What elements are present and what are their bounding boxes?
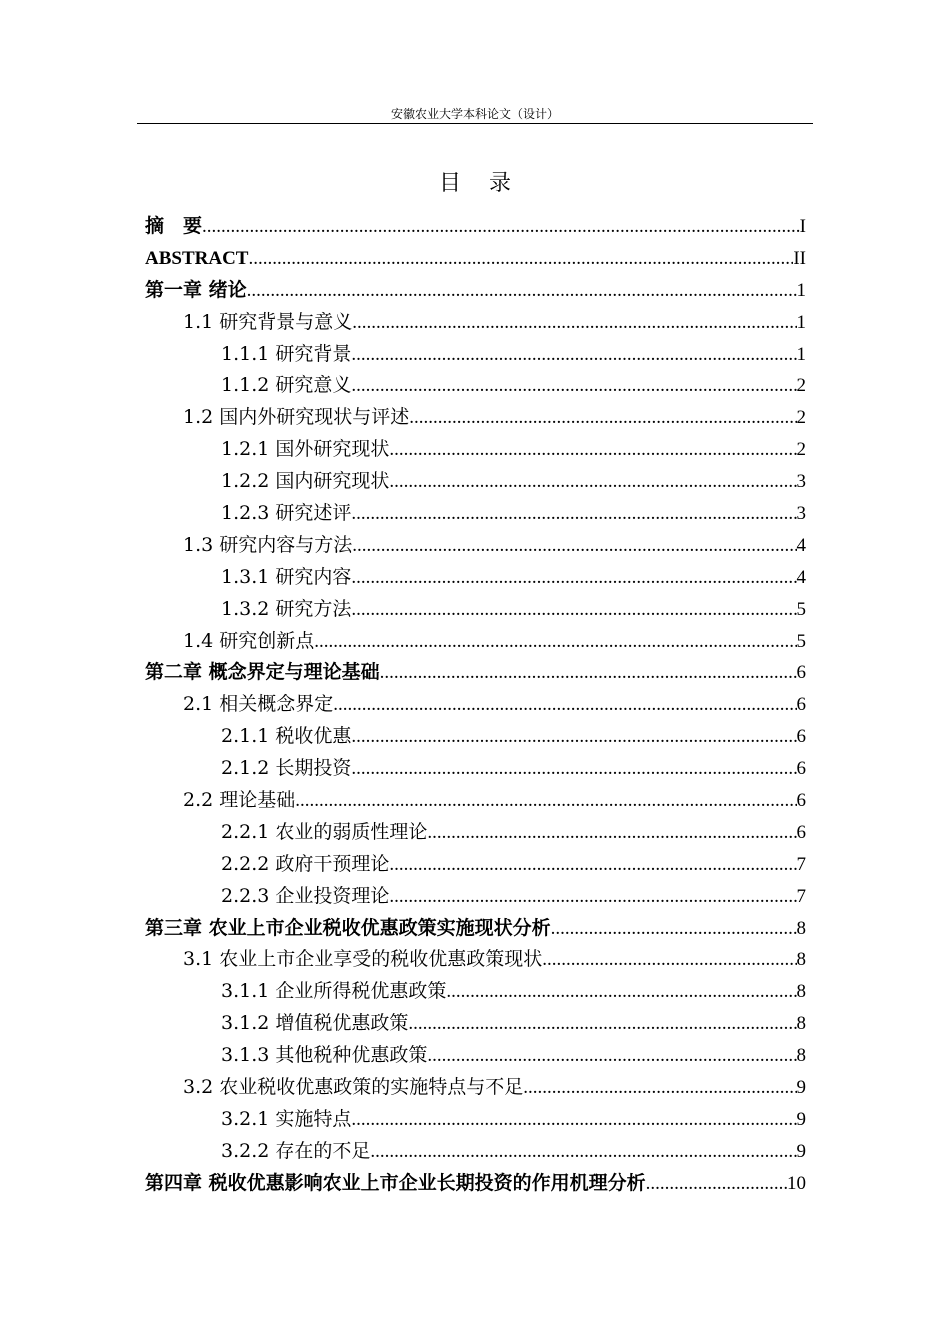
toc-entry-label: ABSTRACT bbox=[145, 247, 249, 269]
toc-title-char-2: 录 bbox=[489, 171, 512, 196]
toc-dot-leader bbox=[389, 881, 796, 913]
toc-entry[interactable] bbox=[145, 657, 806, 689]
toc-entry[interactable] bbox=[145, 530, 806, 562]
toc-dot-leader bbox=[370, 1136, 796, 1168]
toc-dot-leader bbox=[351, 1104, 796, 1136]
header-rule bbox=[137, 123, 813, 124]
toc-entry-page-number: I bbox=[799, 216, 806, 237]
toc-dot-leader bbox=[409, 402, 796, 434]
toc-entry[interactable] bbox=[145, 817, 806, 849]
toc-entry[interactable] bbox=[145, 339, 806, 371]
toc-dot-leader bbox=[351, 721, 796, 753]
toc-dot-leader bbox=[408, 1008, 796, 1040]
table-of-contents bbox=[145, 211, 806, 1200]
toc-entry-label: 1.1.1 研究背景 bbox=[221, 342, 352, 365]
toc-title-char-1: 目 bbox=[438, 171, 461, 196]
toc-dot-leader bbox=[333, 689, 796, 721]
toc-entry[interactable] bbox=[145, 753, 806, 785]
toc-entry-page-number: 9 bbox=[796, 1077, 806, 1099]
toc-entry[interactable] bbox=[145, 1072, 806, 1104]
toc-entry-label: 1.2.1 国外研究现状 bbox=[221, 438, 390, 461]
toc-entry-label: 1.2 国内外研究现状与评述 bbox=[183, 406, 410, 429]
toc-entry-label: 1.3.2 研究方法 bbox=[221, 597, 352, 620]
toc-dot-leader bbox=[352, 530, 796, 562]
toc-entry[interactable] bbox=[145, 243, 806, 275]
toc-entry-label: 2.2 理论基础 bbox=[183, 789, 296, 812]
toc-dot-leader bbox=[247, 275, 797, 307]
toc-entry-label: 第四章 税收优惠影响农业上市企业长期投资的作用机理分析 bbox=[145, 1171, 646, 1194]
toc-entry-page-number: 1 bbox=[796, 343, 806, 365]
toc-entry-label: 1.4 研究创新点 bbox=[183, 629, 315, 652]
toc-entry[interactable] bbox=[145, 402, 806, 434]
toc-entry-label: 1.2.2 国内研究现状 bbox=[221, 470, 390, 493]
toc-dot-leader bbox=[389, 434, 796, 466]
toc-entry-label: 2.1.1 税收优惠 bbox=[221, 725, 352, 748]
toc-entry-page-number: 4 bbox=[796, 566, 806, 588]
toc-entry-label: 3.1.3 其他税种优惠政策 bbox=[221, 1044, 428, 1067]
toc-entry-page-number: II bbox=[793, 247, 806, 269]
toc-entry-label: 3.1 农业上市企业享受的税收优惠政策现状 bbox=[183, 948, 543, 971]
toc-entry-page-number: 6 bbox=[796, 726, 806, 748]
toc-dot-leader bbox=[351, 594, 796, 626]
toc-entry-page-number: 8 bbox=[796, 981, 806, 1003]
toc-entry-label: 2.2.3 企业投资理论 bbox=[221, 884, 390, 907]
toc-dot-leader bbox=[427, 1040, 796, 1072]
toc-entry-page-number: 6 bbox=[796, 694, 806, 716]
toc-entry[interactable] bbox=[145, 370, 806, 402]
toc-entry-page-number: 3 bbox=[796, 471, 806, 493]
toc-entry-page-number: 3 bbox=[796, 503, 806, 525]
toc-entry[interactable] bbox=[145, 466, 806, 498]
toc-entry-page-number: 1 bbox=[796, 279, 806, 301]
toc-entry-label: 3.2.1 实施特点 bbox=[221, 1107, 352, 1130]
toc-entry[interactable] bbox=[145, 1008, 806, 1040]
toc-entry-page-number: 2 bbox=[796, 375, 806, 397]
toc-entry[interactable] bbox=[145, 785, 806, 817]
toc-entry[interactable] bbox=[145, 721, 806, 753]
toc-entry-label: 1.1 研究背景与意义 bbox=[183, 310, 353, 333]
toc-title bbox=[0, 170, 950, 198]
toc-dot-leader bbox=[646, 1168, 787, 1200]
toc-entry[interactable] bbox=[145, 275, 806, 307]
toc-dot-leader bbox=[351, 562, 796, 594]
toc-dot-leader bbox=[446, 976, 796, 1008]
toc-entry-label: 第二章 概念界定与理论基础 bbox=[145, 661, 380, 684]
toc-dot-leader bbox=[380, 657, 797, 689]
toc-entry[interactable] bbox=[145, 913, 806, 945]
toc-entry[interactable] bbox=[145, 849, 806, 881]
toc-entry-label: 1.2.3 研究述评 bbox=[221, 502, 352, 525]
toc-entry-label: 2.2.2 政府干预理论 bbox=[221, 852, 390, 875]
toc-entry[interactable] bbox=[145, 1040, 806, 1072]
toc-dot-leader bbox=[427, 817, 796, 849]
toc-dot-leader bbox=[523, 1072, 796, 1104]
toc-dot-leader bbox=[389, 849, 796, 881]
toc-entry[interactable] bbox=[145, 1168, 806, 1200]
toc-entry-label: 3.1.1 企业所得税优惠政策 bbox=[221, 980, 447, 1003]
toc-entry-label: 2.1.2 长期投资 bbox=[221, 757, 352, 780]
toc-entry-page-number: 2 bbox=[796, 407, 806, 429]
toc-entry-page-number: 8 bbox=[796, 1045, 806, 1067]
toc-entry[interactable] bbox=[145, 881, 806, 913]
toc-entry-label: 3.2 农业税收优惠政策的实施特点与不足 bbox=[183, 1076, 524, 1099]
toc-dot-leader bbox=[351, 339, 796, 371]
toc-entry-page-number: 10 bbox=[787, 1172, 806, 1194]
toc-dot-leader bbox=[352, 307, 796, 339]
toc-entry-page-number: 6 bbox=[796, 821, 806, 843]
toc-entry[interactable] bbox=[145, 307, 806, 339]
toc-entry-page-number: 6 bbox=[796, 662, 806, 684]
toc-dot-leader bbox=[551, 913, 797, 945]
toc-entry[interactable] bbox=[145, 594, 806, 626]
toc-entry[interactable] bbox=[145, 1104, 806, 1136]
toc-entry-page-number: 1 bbox=[796, 311, 806, 333]
toc-entry-label: 2.1 相关概念界定 bbox=[183, 693, 334, 716]
toc-entry-page-number: 4 bbox=[796, 534, 806, 556]
toc-entry-page-number: 9 bbox=[796, 1140, 806, 1162]
toc-entry-page-number: 6 bbox=[796, 758, 806, 780]
toc-dot-leader bbox=[351, 370, 796, 402]
toc-entry-page-number: 8 bbox=[796, 917, 806, 939]
toc-entry-label: 第三章 农业上市企业税收优惠政策实施现状分析 bbox=[145, 916, 551, 939]
toc-entry-page-number: 5 bbox=[796, 598, 806, 620]
toc-dot-leader bbox=[314, 626, 796, 658]
toc-entry-page-number: 7 bbox=[796, 853, 806, 875]
toc-entry[interactable] bbox=[145, 211, 806, 243]
toc-entry-label: 第一章 绪论 bbox=[145, 278, 247, 301]
toc-entry[interactable] bbox=[145, 944, 806, 976]
toc-dot-leader bbox=[351, 753, 796, 785]
toc-entry-page-number: 9 bbox=[796, 1108, 806, 1130]
toc-entry-page-number: 8 bbox=[796, 949, 806, 971]
toc-entry-label: 摘 要 bbox=[145, 215, 203, 237]
toc-entry-label: 1.3.1 研究内容 bbox=[221, 565, 352, 588]
toc-entry[interactable] bbox=[145, 976, 806, 1008]
toc-entry-label: 3.2.2 存在的不足 bbox=[221, 1139, 371, 1162]
toc-dot-leader bbox=[351, 498, 796, 530]
toc-dot-leader bbox=[295, 785, 796, 817]
toc-entry[interactable] bbox=[145, 498, 806, 530]
toc-entry-label: 1.3 研究内容与方法 bbox=[183, 533, 353, 556]
toc-entry-label: 2.2.1 农业的弱质性理论 bbox=[221, 820, 428, 843]
page-header: 安徽农业大学本科论文（设计） bbox=[390, 107, 559, 121]
toc-entry-page-number: 2 bbox=[796, 439, 806, 461]
toc-entry[interactable] bbox=[145, 562, 806, 594]
toc-entry[interactable] bbox=[145, 434, 806, 466]
toc-entry-page-number: 8 bbox=[796, 1013, 806, 1035]
toc-dot-leader bbox=[248, 243, 793, 275]
toc-entry-label: 1.1.2 研究意义 bbox=[221, 374, 352, 397]
toc-entry-page-number: 6 bbox=[796, 790, 806, 812]
toc-dot-leader bbox=[542, 944, 796, 976]
toc-entry[interactable] bbox=[145, 626, 806, 658]
toc-entry-page-number: 5 bbox=[796, 630, 806, 652]
toc-entry-page-number: 7 bbox=[796, 885, 806, 907]
toc-entry[interactable] bbox=[145, 689, 806, 721]
toc-dot-leader bbox=[389, 466, 796, 498]
toc-dot-leader bbox=[202, 211, 800, 243]
toc-entry-label: 3.1.2 增值税优惠政策 bbox=[221, 1012, 409, 1035]
toc-entry[interactable] bbox=[145, 1136, 806, 1168]
